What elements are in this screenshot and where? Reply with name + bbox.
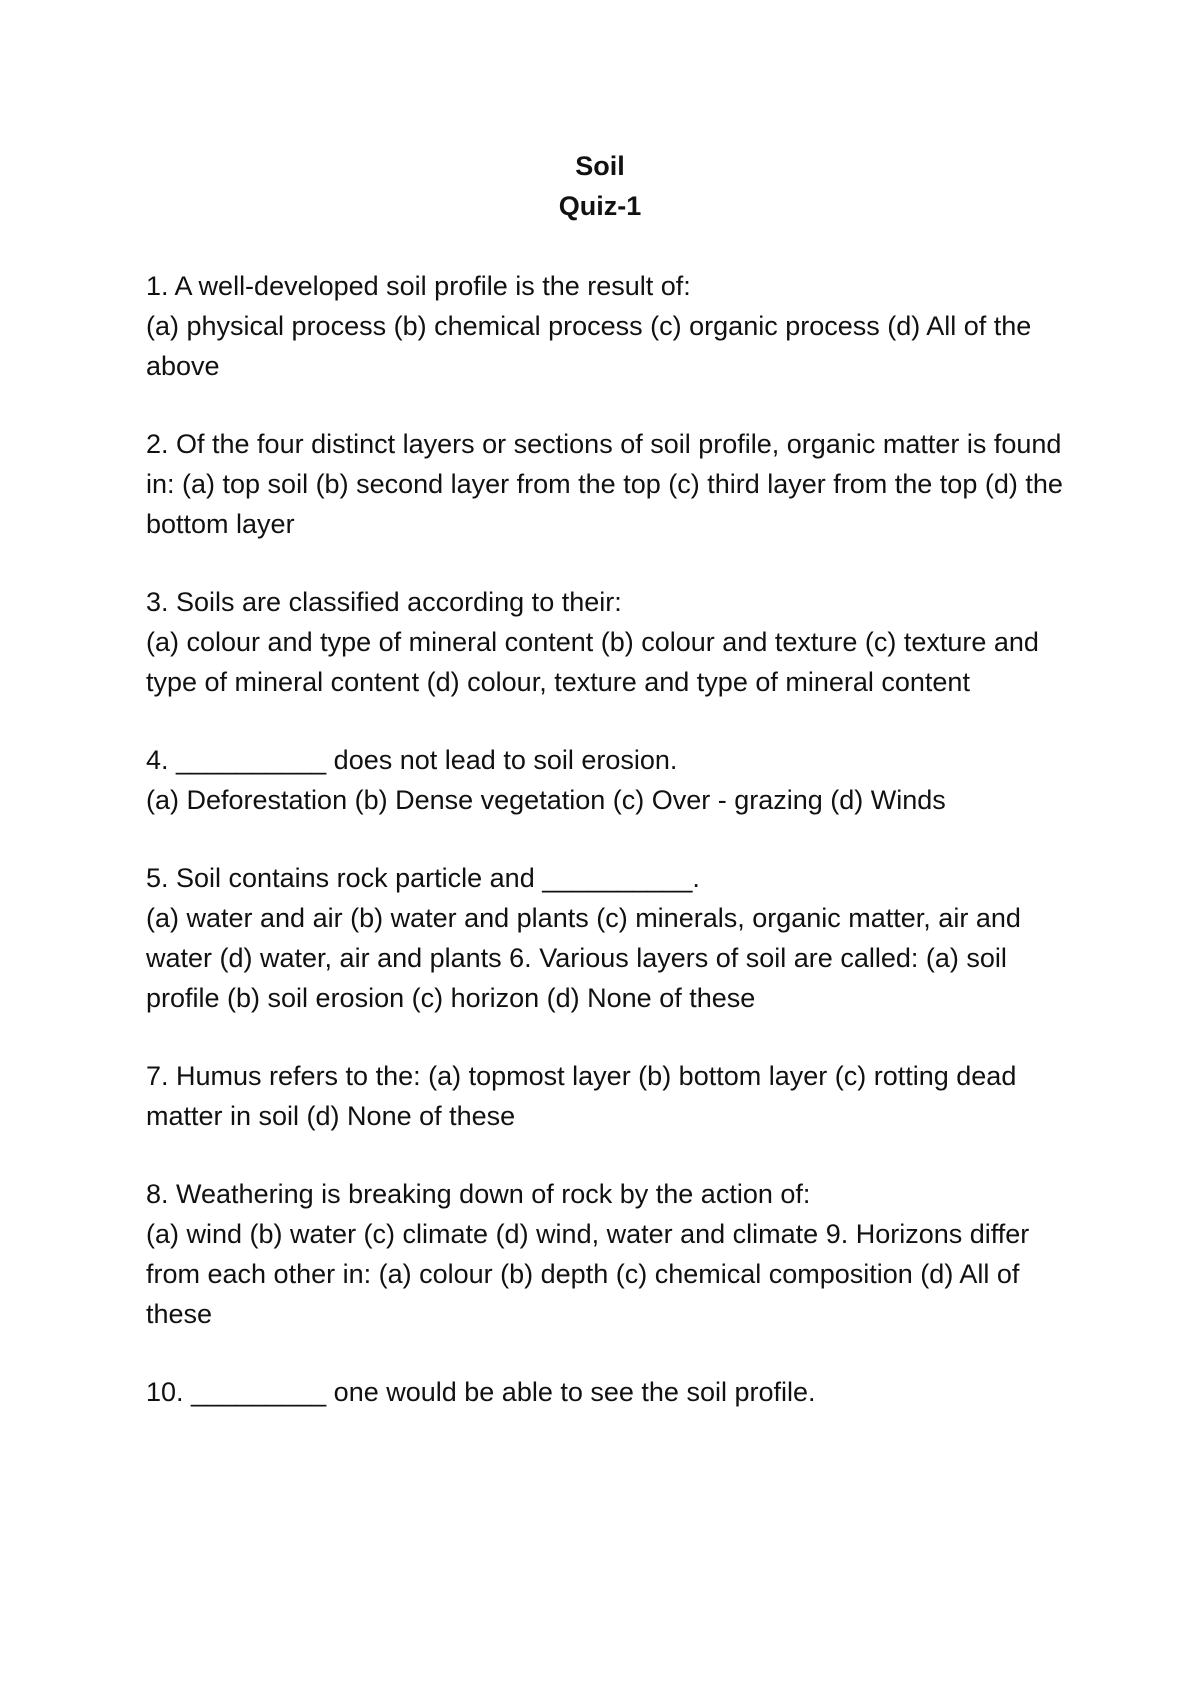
title-block bbox=[0, 146, 1200, 226]
question-10 bbox=[146, 1372, 1076, 1412]
question-8-and-9 bbox=[146, 1174, 1076, 1334]
question-3-options: (a) colour and type of mineral content (b) colour and texture (c) texture and type of mineral content (d) colour, texture and type of mineral content bbox=[146, 627, 1039, 697]
question-2-text: 2. Of the four distinct layers or sections of soil profile, organic matter is found in: (a) top soil (b) second layer from the top (c) third layer from the top (d) the bottom layer bbox=[146, 429, 1063, 539]
question-4-options: (a) Deforestation (b) Dense vegetation (c) Over - grazing (d) Winds bbox=[146, 785, 946, 815]
document-subtitle: Quiz-1 bbox=[558, 191, 642, 221]
question-7 bbox=[146, 1056, 1076, 1136]
question-list bbox=[146, 266, 1076, 1450]
question-1-options: (a) physical process (b) chemical process (c) organic process (d) All of the above bbox=[146, 311, 1032, 381]
question-3-prompt: 3. Soils are classified according to their: bbox=[146, 587, 622, 617]
question-1 bbox=[146, 266, 1076, 386]
question-5-prompt: 5. Soil contains rock particle and __________. bbox=[146, 863, 700, 893]
question-7-text: 7. Humus refers to the: (a) topmost layer (b) bottom layer (c) rotting dead matter in soil (d) None of these bbox=[146, 1061, 1017, 1131]
question-4-prompt: 4. __________ does not lead to soil erosion. bbox=[146, 745, 678, 775]
question-5-6-options: (a) water and air (b) water and plants (c) minerals, organic matter, air and water (d) water, air and plants 6. Various layers of soil are called: (a) soil profile (b) soil erosion (c) horizon (d) None of these bbox=[146, 903, 1021, 1013]
question-8-prompt: 8. Weathering is breaking down of rock by the action of: bbox=[146, 1179, 811, 1209]
question-2 bbox=[146, 424, 1076, 544]
question-5-and-6 bbox=[146, 858, 1076, 1018]
document-title: Soil bbox=[575, 151, 625, 181]
question-1-prompt: 1. A well-developed soil profile is the result of: bbox=[146, 271, 691, 301]
question-4 bbox=[146, 740, 1076, 820]
question-10-text: 10. _________ one would be able to see the soil profile. bbox=[146, 1377, 816, 1407]
question-8-9-options: (a) wind (b) water (c) climate (d) wind, water and climate 9. Horizons differ from each other in: (a) colour (b) depth (c) chemical composition (d) All of these bbox=[146, 1219, 1030, 1329]
question-3 bbox=[146, 582, 1076, 702]
